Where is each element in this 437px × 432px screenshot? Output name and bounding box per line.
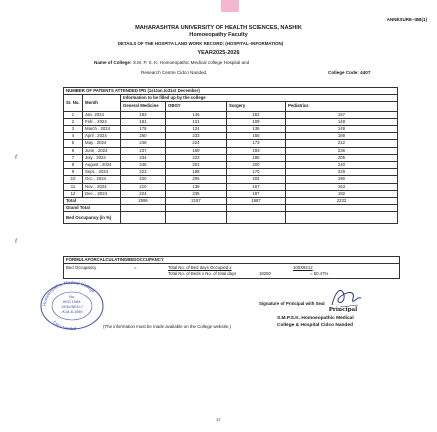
row-pediatrics: 212 xyxy=(286,140,398,147)
row-pediatrics: 205 xyxy=(286,154,398,161)
col-group: Information to be filled up by the college xyxy=(121,95,398,102)
formula-equals: = xyxy=(134,265,137,271)
row-sr: 3 xyxy=(64,126,83,133)
formula-title: FORMULAFORCALCULATINGBEDOCCUPANCY xyxy=(64,257,399,264)
row-month: Oct. . 2024 xyxy=(83,176,121,183)
total-pediatrics: 2232 xyxy=(286,198,398,205)
row-obgy: 205 xyxy=(166,176,227,183)
row-pediatrics: 190 xyxy=(286,176,398,183)
principal-title: Principal xyxy=(328,307,358,313)
bed-occupancy-cell xyxy=(121,212,166,224)
formula-value-denominator: 18250 xyxy=(259,271,271,277)
row-general: 220 xyxy=(121,176,166,183)
row-sr: 12 xyxy=(64,190,83,197)
seal-ring-text: Homoeopathic Medical College xyxy=(41,280,97,307)
table-body xyxy=(64,111,398,197)
formula-row xyxy=(64,264,399,278)
formula-numerator: Total No. of Bed days Occupied x xyxy=(168,265,232,271)
table-title-row xyxy=(64,88,398,95)
seal-center-2: HED 1989- xyxy=(62,300,82,304)
row-month: August . 2024 xyxy=(83,162,121,169)
row-surgery: 173 xyxy=(227,140,286,147)
svg-text:Cidco Nanded xyxy=(52,320,76,330)
row-surgery: 200 xyxy=(227,162,286,169)
formula-box xyxy=(63,256,400,279)
row-pediatrics: 182 xyxy=(286,190,398,197)
row-month: Feb. . 2024 xyxy=(83,118,121,125)
faculty-title: Homoeopathy Faculty xyxy=(189,32,248,38)
total-row xyxy=(64,198,398,205)
row-pediatrics: 236 xyxy=(286,147,398,154)
total-obgy: 2197 xyxy=(166,198,227,205)
row-general: 234 xyxy=(121,154,166,161)
row-month: May . 2024 xyxy=(83,140,121,147)
row-obgy: 138 xyxy=(166,183,227,190)
row-obgy: 169 xyxy=(166,147,227,154)
principal-line-2: College & Hospital Cidco Nanded xyxy=(277,323,353,328)
col-pediatrics: Pediatrics xyxy=(286,102,398,111)
table-row xyxy=(64,169,398,176)
bed-occupancy-cell xyxy=(166,212,227,224)
table-row xyxy=(64,154,398,161)
table-row xyxy=(64,126,398,133)
grand-total-cell xyxy=(166,205,227,212)
row-general: 210 xyxy=(121,183,166,190)
row-sr: 6 xyxy=(64,147,83,154)
table-row xyxy=(64,183,398,190)
pink-tab-marker xyxy=(221,0,239,12)
row-sr: 5 xyxy=(64,140,83,147)
seal-bottom-text: Cidco Nanded xyxy=(51,319,77,330)
grand-total-row xyxy=(64,205,398,212)
row-obgy: 198 xyxy=(166,169,227,176)
college-name-2: Research Centre Cidco Nanded. xyxy=(141,70,208,75)
table-row xyxy=(64,147,398,154)
total-label: Total xyxy=(64,198,121,205)
university-title: MAHARASHTRA UNIVERSITY OF HEALTH SCIENCES, NASHIK xyxy=(135,25,302,31)
row-obgy: 146 xyxy=(166,111,227,118)
row-surgery: 155 xyxy=(227,133,286,140)
table-row xyxy=(64,176,398,183)
row-surgery: 186 xyxy=(227,154,286,161)
year-title: YEAR2025-2026 xyxy=(197,50,240,56)
row-surgery: 170 xyxy=(227,169,286,176)
seal-center-1: No. xyxy=(69,295,75,299)
row-month: Jan. 2024 xyxy=(83,111,121,118)
row-general: 248 xyxy=(121,140,166,147)
college-name-1: S.M. P. S. K. Homoeopathic Medical college Hospital and xyxy=(132,60,250,65)
bed-occupancy-row xyxy=(64,212,398,224)
row-obgy: 124 xyxy=(166,126,227,133)
table-row xyxy=(64,111,398,118)
row-obgy: 131 xyxy=(166,118,227,125)
college-seal-stamp xyxy=(38,280,106,330)
row-sr: 11 xyxy=(64,183,83,190)
bed-occupancy-cell xyxy=(286,212,398,224)
total-general: 2596 xyxy=(121,198,166,205)
row-pediatrics: 229 xyxy=(286,169,398,176)
row-pediatrics: 157 xyxy=(286,111,398,118)
table-row xyxy=(64,118,398,125)
row-month: Sept. . 2024 xyxy=(83,169,121,176)
table-row xyxy=(64,162,398,169)
details-title: DETAILS OF THE HOSPITA LAND WORK RECORD: (HOSPITAL–INFORMATION) xyxy=(117,41,284,46)
annexure-label: ANNEXURE–IIIB(1) xyxy=(386,17,427,22)
total-surgery: 1987 xyxy=(227,198,286,205)
row-month: March . 2024 xyxy=(83,126,121,133)
row-surgery: 197 xyxy=(227,190,286,197)
row-surgery: 204 xyxy=(227,176,286,183)
row-obgy: 223 xyxy=(166,154,227,161)
grand-total-cell xyxy=(227,205,286,212)
bed-occupancy-label: Bed Occupancy (in %) xyxy=(64,212,121,224)
row-month: June . 2024 xyxy=(83,147,121,154)
row-sr: 1 xyxy=(64,111,83,118)
row-general: 183 xyxy=(121,111,166,118)
page-number: 37 xyxy=(216,417,221,422)
grand-total-cell xyxy=(121,205,166,212)
row-pediatrics: 149 xyxy=(286,126,398,133)
row-general: 246 xyxy=(121,162,166,169)
row-general: 181 xyxy=(121,118,166,125)
table-row xyxy=(64,133,398,140)
table-title: NUMBER OF PATIENTS ATTENDED IPD (1stJan.to31st December) xyxy=(64,88,398,95)
row-general: 175 xyxy=(121,126,166,133)
formula-denominator: Total No. of Beds x No. of total days xyxy=(168,271,237,277)
table-row xyxy=(64,140,398,147)
row-surgery: 152 xyxy=(227,111,286,118)
table-header-row xyxy=(64,95,398,102)
row-sr: 10 xyxy=(64,176,83,183)
formula-value-numerator: 100X9212 xyxy=(293,265,313,271)
row-obgy: 224 xyxy=(166,140,227,147)
seal-center-3: 19/30/NED-7 xyxy=(61,305,83,309)
row-pediatrics: 163 xyxy=(286,183,398,190)
signature-label: Signature of Principal with Seal xyxy=(259,301,325,306)
row-month: Dec. . 2024 xyxy=(83,190,121,197)
row-sr: 7 xyxy=(64,154,83,161)
row-general: 224 xyxy=(121,190,166,197)
row-pediatrics: 148 xyxy=(286,118,398,125)
principal-line-1: S.M.P.S.K. Homoeopathic Medical xyxy=(277,316,354,321)
row-surgery: 193 xyxy=(227,147,286,154)
grand-total-label: Grand Total xyxy=(64,205,121,212)
ipd-table xyxy=(63,87,398,224)
row-surgery: 136 xyxy=(227,126,286,133)
formula-bed-occupancy: Bed Occupancy xyxy=(66,265,97,271)
grand-total-cell xyxy=(286,205,398,212)
website-note: (The information must be made available on the College website.) xyxy=(103,324,231,329)
row-general: 237 xyxy=(121,147,166,154)
col-general: General Medicine xyxy=(121,102,166,111)
college-name-line xyxy=(94,60,249,65)
college-code: College Code: 4407 xyxy=(328,70,371,75)
row-surgery: 167 xyxy=(227,183,286,190)
row-general: 260 xyxy=(121,133,166,140)
college-label: Name of College: xyxy=(94,60,132,65)
formula-result: = 50.47% xyxy=(310,271,329,277)
row-sr: 2 xyxy=(64,118,83,125)
table-row xyxy=(64,190,398,197)
row-sr: 8 xyxy=(64,162,83,169)
col-obgy: OBGY xyxy=(166,102,227,111)
row-pediatrics: 240 xyxy=(286,162,398,169)
row-general: 223 xyxy=(121,169,166,176)
row-obgy: 233 xyxy=(166,133,227,140)
col-sr: Sr. No. xyxy=(64,95,83,111)
seal-center-4: /K18-8-1989 xyxy=(61,310,83,314)
row-obgy: 235 xyxy=(166,190,227,197)
col-month: Month xyxy=(83,95,121,111)
row-sr: 9 xyxy=(64,169,83,176)
margin-mark: ɾ xyxy=(15,236,18,245)
bed-occupancy-cell xyxy=(227,212,286,224)
margin-mark: ɾ xyxy=(15,152,18,161)
row-pediatrics: 169 xyxy=(286,133,398,140)
row-sr: 4 xyxy=(64,133,83,140)
col-surgery: Surgery xyxy=(227,102,286,111)
row-month: July . 2024 xyxy=(83,154,121,161)
row-obgy: 201 xyxy=(166,162,227,169)
row-month: April . 2024 xyxy=(83,133,121,140)
row-month: Nov. . 2024 xyxy=(83,183,121,190)
row-surgery: 109 xyxy=(227,118,286,125)
